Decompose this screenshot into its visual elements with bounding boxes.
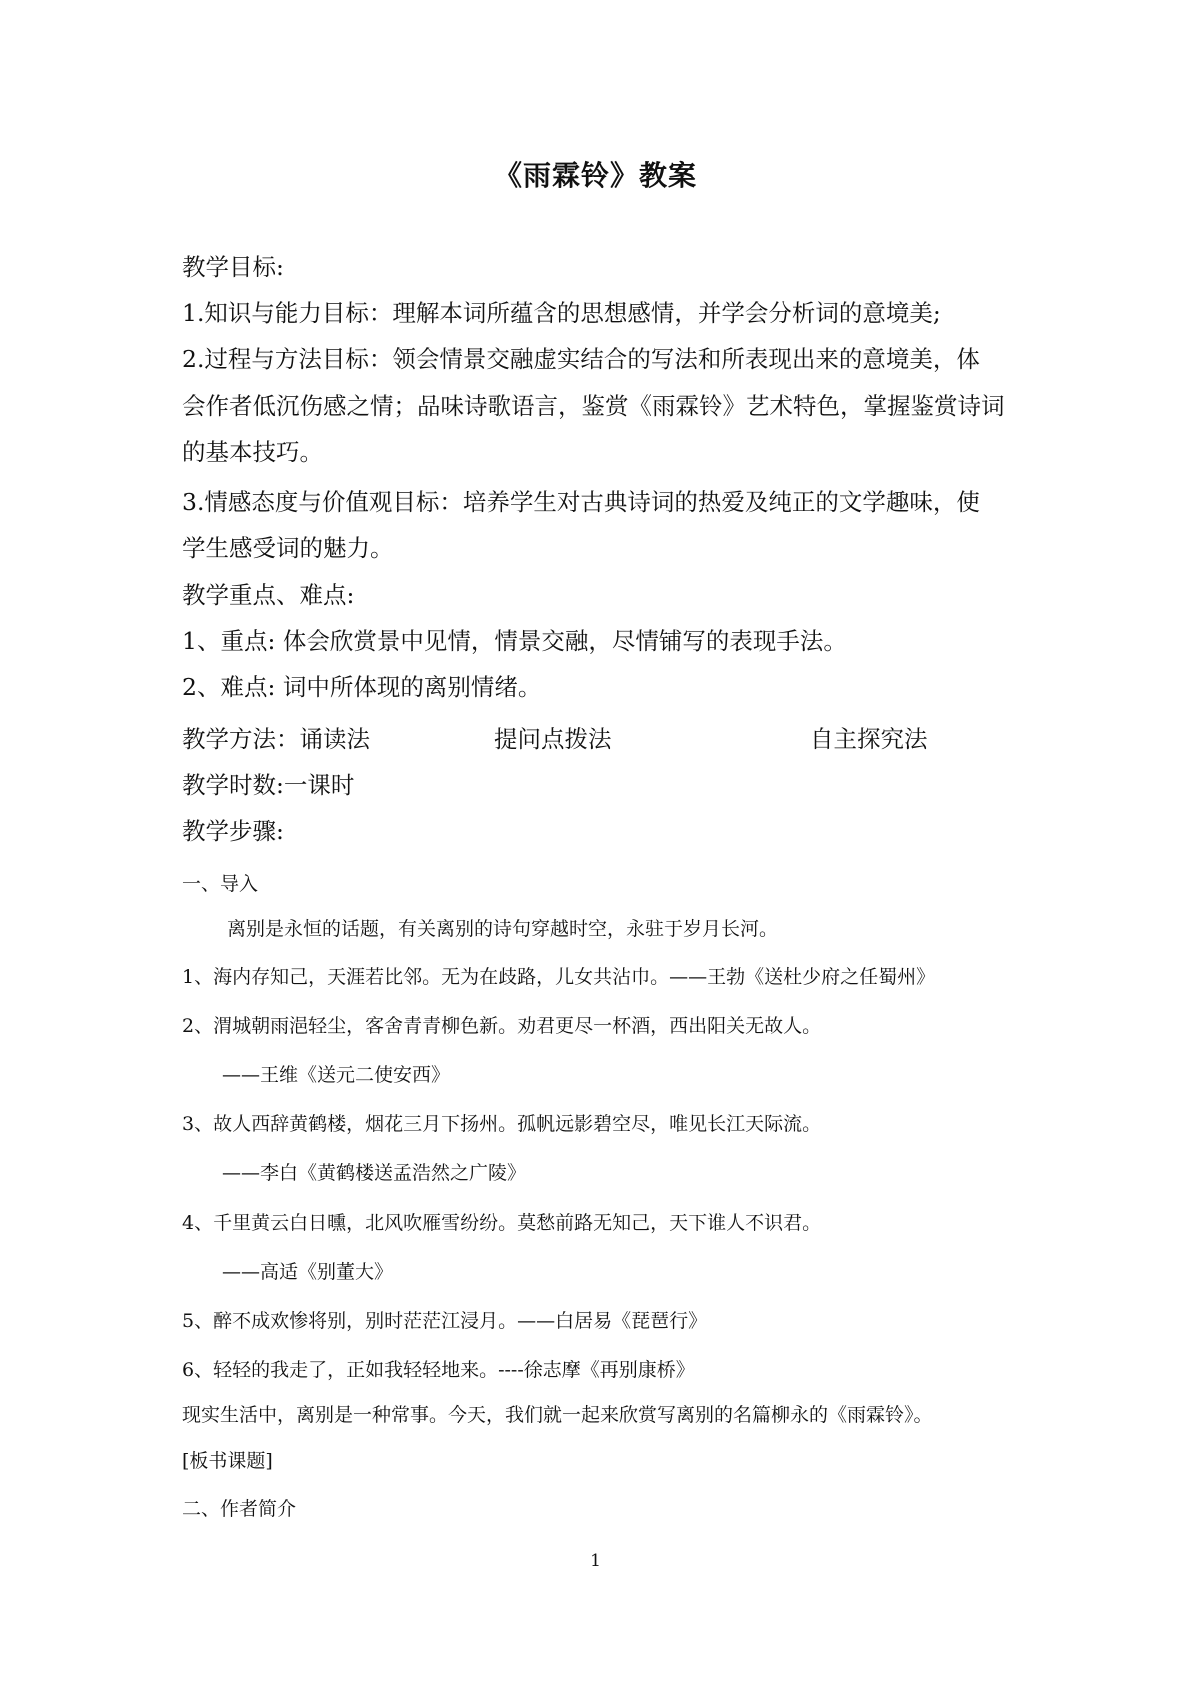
objective-3-line-1: 3.情感态度与价值观目标：培养学生对古典诗词的热爱及纯正的文学趣味，使 — [182, 488, 980, 516]
section-1-heading: 一、导入 — [182, 873, 259, 895]
poem-3-author: ——李白《黄鹤楼送孟浩然之广陵》 — [222, 1162, 527, 1184]
page-number: 1 — [590, 1551, 601, 1571]
section-1-summary: 现实生活中，离别是一种常事。今天，我们就一起来欣赏写离别的名篇柳永的《雨霖铃》。 — [182, 1404, 933, 1426]
teaching-hours: 教学时数:一课时 — [182, 771, 355, 799]
poem-5: 5、醉不成欢惨将别，别时茫茫江浸月。——白居易《琵琶行》 — [182, 1310, 708, 1332]
section-1-intro: 离别是永恒的话题，有关离别的诗句穿越时空，永驻于岁月长河。 — [227, 918, 779, 940]
objective-1: 1.知识与能力目标：理解本词所蕴含的思想感情，并学会分析词的意境美; — [182, 299, 941, 327]
objectives-heading: 教学目标: — [182, 253, 284, 281]
section-2-heading: 二、作者简介 — [182, 1498, 297, 1520]
poem-2: 2、渭城朝雨浥轻尘，客舍青青柳色新。劝君更尽一杯酒，西出阳关无故人。 — [182, 1015, 822, 1037]
poem-1: 1、海内存知己，天涯若比邻。无为在歧路，儿女共沾巾。——王勃《送杜少府之任蜀州》 — [182, 966, 936, 988]
board-note: [板书课题] — [182, 1450, 273, 1472]
objective-2-line-3: 的基本技巧。 — [182, 438, 323, 466]
objective-2-line-2: 会作者低沉伤感之情；品味诗歌语言，鉴赏《雨霖铃》艺术特色，掌握鉴赏诗词 — [182, 392, 1005, 420]
key-point-1: 1、重点: 体会欣赏景中见情，情景交融，尽情铺写的表现手法。 — [182, 627, 847, 655]
key-point-2: 2、难点: 词中所体现的离别情绪。 — [182, 673, 542, 701]
method-3: 自主探究法 — [810, 725, 928, 753]
poem-3: 3、故人西辞黄鹤楼，烟花三月下扬州。孤帆远影碧空尽，唯见长江天际流。 — [182, 1113, 822, 1135]
methods-row — [182, 724, 982, 754]
method-2: 提问点拨法 — [494, 725, 612, 753]
objective-3-line-2: 学生感受词的魅力。 — [182, 534, 394, 562]
steps-heading: 教学步骤: — [182, 817, 284, 845]
methods-label: 教学方法：诵读法 — [182, 725, 370, 753]
key-points-heading: 教学重点、难点: — [182, 581, 355, 609]
document-title: 《雨霖铃》教案 — [493, 159, 697, 192]
poem-6: 6、轻轻的我走了，正如我轻轻地来。----徐志摩《再别康桥》 — [182, 1359, 695, 1381]
objective-2-line-1: 2.过程与方法目标：领会情景交融虚实结合的写法和所表现出来的意境美，体 — [182, 345, 980, 373]
poem-2-author: ——王维《送元二使安西》 — [222, 1064, 451, 1086]
poem-4-author: ——高适《别董大》 — [222, 1261, 394, 1283]
poem-4: 4、千里黄云白日曛，北风吹雁雪纷纷。莫愁前路无知己，天下谁人不识君。 — [182, 1212, 822, 1234]
